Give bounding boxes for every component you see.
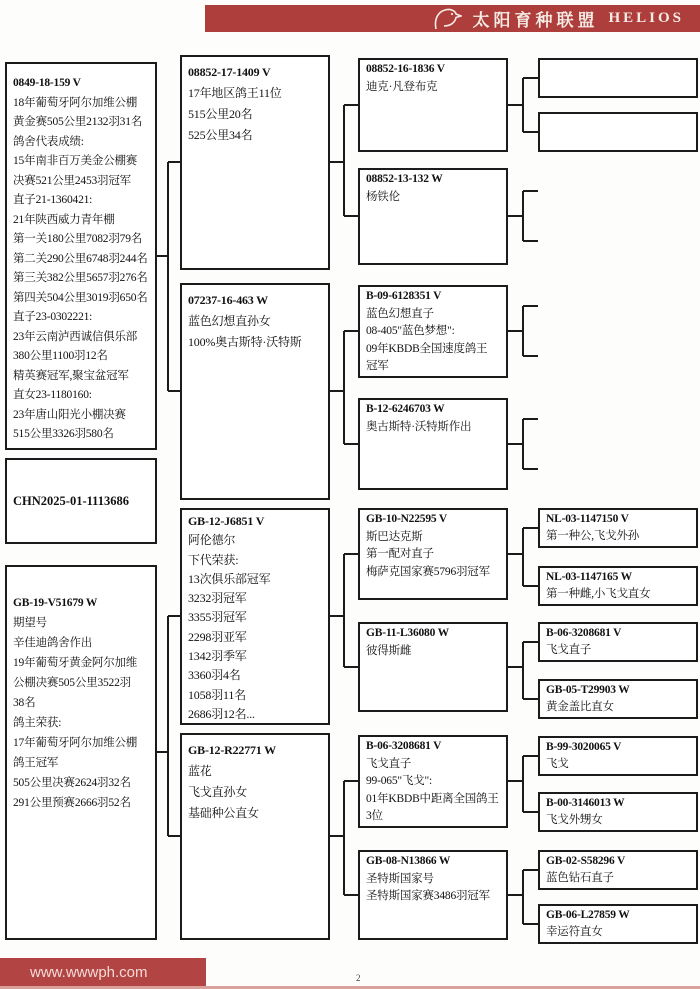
pedigree-text-line: B-06-3208681 V [546,627,622,639]
connector-line [330,161,344,163]
pedigree-box-ff [180,55,330,270]
connector-line [344,104,358,106]
connector-line [523,190,538,192]
connector-line [523,418,538,420]
pedigree-text-line: 直子23-0302221: [13,311,93,323]
pedigree-text-line: GB-10-N22595 V [366,513,448,525]
pedigree-text-line: 01年KBDB中距离全国鸽王 [366,792,499,805]
connector-line [344,330,358,332]
pedigree-box-mfff [538,508,698,548]
pedigree-text-line: 第三关382公里5657羽276名 [13,272,148,284]
pedigree-box-mmff [538,736,698,776]
pedigree-text-line: 直女23-1180160: [13,389,92,401]
connector-line [523,240,538,242]
pedigree-text-line: 505公里决赛2624羽32名 [13,777,131,789]
connector-line [343,105,345,216]
connector-line [523,355,538,357]
connector-line [508,215,523,217]
pedigree-text-line: 奥古斯特·沃特斯作出 [366,420,472,433]
pedigree-text-line: 斯巴达克斯 [366,530,423,543]
pedigree-box-mfmm [538,679,698,719]
pedigree-box-mff [358,508,508,600]
connector-line [508,780,523,782]
connector-line [343,781,345,895]
connector-line [522,870,524,924]
pedigree-text-line: 09年KBDB全国速度鸽王 [366,342,488,355]
connector-line [523,869,538,871]
page-number: 2 [356,973,361,983]
connector-line [344,666,358,668]
pedigree-text-line: GB-19-V51679 W [13,597,98,609]
pedigree-text-line: 21年陕西威力青年棚 [13,213,115,226]
pedigree-box-fm [180,283,330,500]
connector-line [522,191,524,241]
pedigree-text-line: B-09-6128351 V [366,290,442,302]
pedigree-text-line: 下代荣获: [188,552,239,567]
pedigree-text-line: 辛佳迪鸽舍作出 [13,637,93,649]
pedigree-text-line: 15年南非百万美金公棚赛 [13,155,138,167]
connector-line [523,77,538,79]
pedigree-text-line: 第一关180公里7082羽79名 [13,233,143,245]
connector-line [522,78,524,132]
pedigree-text-line: 飞戈 [546,758,569,770]
connector-line [167,616,169,836]
pedigree-text-line: 19年葡萄牙黄金阿尔加维 [13,657,138,669]
pedigree-text-line: NL-03-1147150 V [546,513,629,525]
pedigree-text-line: 08852-13-132 W [366,173,443,185]
pedigree-text-line: 第一配对直子 [366,548,434,560]
pedigree-box-father [5,62,157,450]
pedigree-text-line: 直子21-1360421: [13,194,93,206]
connector-line [522,528,524,586]
pedigree-text-line: 公棚决赛505公里3522羽 [13,677,131,689]
pedigree-text-line: 38名 [13,697,36,709]
pedigree-text-line: 17年葡萄牙阿尔加维公棚 [13,737,138,749]
banner-title-english: HELIOS [608,10,684,26]
pedigree-text-line: 1058羽11名 [188,687,246,702]
connector-line [344,894,358,896]
pedigree-text-line: GB-12-J6851 V [188,514,265,528]
pedigree-text-line: 第四关504公里3019羽650名 [13,291,148,304]
pedigree-text-line: 蓝花 [188,764,212,778]
connector-line [522,306,524,356]
pedigree-text-line: 23年唐山阳光小棚决赛 [13,408,126,421]
connector-line [344,780,358,782]
pedigree-text-line: 291公里预赛2666羽52名 [13,797,131,809]
connector-line [508,330,523,332]
pedigree-text-line: GB-11-L36080 W [366,627,449,639]
pedigree-box-mf [180,508,330,725]
connector-line [168,161,180,163]
connector-line [523,305,538,307]
pedigree-text-line: 515公里20名 [188,107,253,121]
connector-line [522,419,524,469]
connector-line [508,666,523,668]
pedigree-text-line: 13次俱乐部冠军 [188,571,271,586]
pedigree-text-line: 蓝色幻想直子 [366,307,434,320]
pedigree-text-line: GB-06-L27859 W [546,909,630,921]
pedigree-text-line: 08-405"蓝色梦想": [366,325,455,337]
pedigree-text-line: 3355羽冠军 [188,610,247,625]
pedigree-text-line: 蓝色钻石直子 [546,872,614,884]
connector-line [523,641,538,643]
pedigree-box-mother [5,565,157,940]
pedigree-text-line: 18年葡萄牙阿尔加维公棚 [13,96,138,109]
connector-line [168,390,180,392]
pedigree-box-mfmf [538,622,698,662]
pedigree-text-line: 2298羽亚军 [188,629,247,644]
pedigree-box-mm [180,733,330,940]
pedigree-text-line: NL-03-1147165 W [546,571,632,583]
pedigree-text-line: 杨铁伦 [366,190,400,203]
pedigree-text-line: GB-02-S58296 V [546,855,626,867]
pedigree-text-line: 冠军 [366,360,389,372]
pedigree-text-line: 飞戈直子 [366,757,412,770]
pedigree-box-ffff-empty [538,58,698,98]
pedigree-box-fff [358,58,508,152]
connector-line [522,642,524,699]
pedigree-text-line: 圣特斯国家赛3486羽冠军 [366,890,490,902]
pedigree-text-line: 鸽王冠军 [13,757,59,769]
connector-line [168,835,180,837]
pedigree-box-fmm [358,398,508,490]
pedigree-text-line: GB-08-N13866 W [366,855,451,867]
pedigree-text-line: B-06-3208681 V [366,740,442,752]
connector-line [523,811,538,813]
pedigree-text-line: 第一种雌,小飞戈直女 [546,588,651,600]
connector-line [508,443,523,445]
pedigree-text-line: 迪克·凡登布克 [366,80,438,93]
connector-line [523,755,538,757]
pedigree-box-mmfm [538,792,698,832]
pedigree-box-fmf [358,285,508,378]
pedigree-text-line: 飞戈外甥女 [546,814,603,826]
pedigree-text-line: 鸽舍代表成绩: [13,135,84,148]
connector-line [523,585,538,587]
pedigree-text-line: 精英赛冠军,聚宝盆冠军 [13,369,129,382]
pedigree-text-line: 08852-17-1409 V [188,65,271,79]
pedigree-text-line: 3232羽冠军 [188,591,247,606]
pedigree-box-subject [5,458,157,544]
pedigree-text-line: 黄金盖比直女 [546,701,614,713]
pedigree-text-line: 3位 [366,810,383,822]
pedigree-box-mmm [358,850,508,940]
connector-line [344,553,358,555]
pedigree-text-line: 17年地区鸽王11位 [188,86,282,100]
pedigree-text-line: B-00-3146013 W [546,797,625,809]
website-text: www.wwwph.com [30,963,148,981]
pedigree-text-line: B-99-3020065 V [546,741,622,753]
connector-line [344,443,358,445]
pedigree-text-line: 1342羽季军 [188,649,247,664]
pedigree-box-mmf [358,735,508,828]
pedigree-text-line: GB-12-R22771 W [188,743,276,757]
pedigree-text-line: 彼得斯雌 [366,644,412,657]
pedigree-text-line: 阿伦德尔 [188,533,236,548]
pedigree-text-line: 梅萨克国家赛5796羽冠军 [366,565,490,578]
pedigree-text-line: 08852-16-1836 V [366,63,445,75]
pedigree-text-line: B-12-6246703 W [366,403,445,415]
pedigree-text-line: 第二关290公里6748羽244名 [13,252,148,265]
connector-line [168,615,180,617]
connector-line [330,615,344,617]
connector-line [508,894,523,896]
pedigree-text-line: GB-05-T29903 W [546,684,630,696]
pedigree-text-line: 飞戈直子 [546,644,592,656]
pedigree-text-line: 100%奥古斯特·沃特斯 [188,335,302,349]
connector-line [508,104,523,106]
pedigree-text-line: 380公里1100羽12名 [13,350,108,362]
pedigree-text-line: 幸运符直女 [546,926,603,938]
pedigree-box-mfm [358,622,508,712]
connector-line [343,331,345,444]
pedigree-text-line: 期望号 [13,617,47,629]
pedigree-text-line: 2686羽12名... [188,706,255,721]
connector-line [523,131,538,133]
pedigree-text-line: 黄金赛505公里2132羽31名 [13,116,143,128]
pedigree-text-line: 蓝色幻想直孙女 [188,314,271,328]
banner-title-chinese: 太阳育种联盟 [472,11,599,30]
pedigree-text-line: 决赛521公里2453羽冠军 [13,174,131,187]
pedigree-box-mffm [538,566,698,606]
pedigree-text-line: 99-065"飞戈": [366,775,432,787]
connector-line [344,215,358,217]
pedigree-text-line: 鸽主荣获: [13,717,62,729]
pedigree-box-mmmf [538,850,698,890]
pedigree-text-line: 07237-16-463 W [188,293,268,307]
pedigree-text-line: 飞戈直孙女 [188,785,248,799]
pedigree-text-line: 525公里34名 [188,128,253,142]
pedigree-box-mmmm [538,904,698,944]
connector-line [508,553,523,555]
pedigree-text-line: 圣特斯国家号 [366,872,434,885]
pedigree-text-line: 23年云南泸西诚信俱乐部 [13,330,138,343]
connector-line [522,756,524,812]
pedigree-text-line: 基础种公直女 [188,806,259,820]
pedigree-text-line: 第一种公,飞戈外孙 [546,530,640,542]
connector-line [343,554,345,667]
subject-ring-number: CHN2025-01-1113686 [13,493,129,508]
connector-line [523,468,538,470]
connector-line [523,698,538,700]
footer-bar [0,958,206,986]
pedigree-text-line: 3360羽4名 [188,668,241,683]
pedigree-text-line: 515公里3326羽580名 [13,428,114,440]
connector-line [523,527,538,529]
pedigree-text-line: 0849-18-159 V [13,77,81,89]
connector-line [330,390,344,392]
pedigree-box-fffm-empty [538,112,698,152]
connector-line [167,162,169,391]
connector-line [330,835,344,837]
pedigree-box-ffm [358,168,508,265]
connector-line [523,923,538,925]
